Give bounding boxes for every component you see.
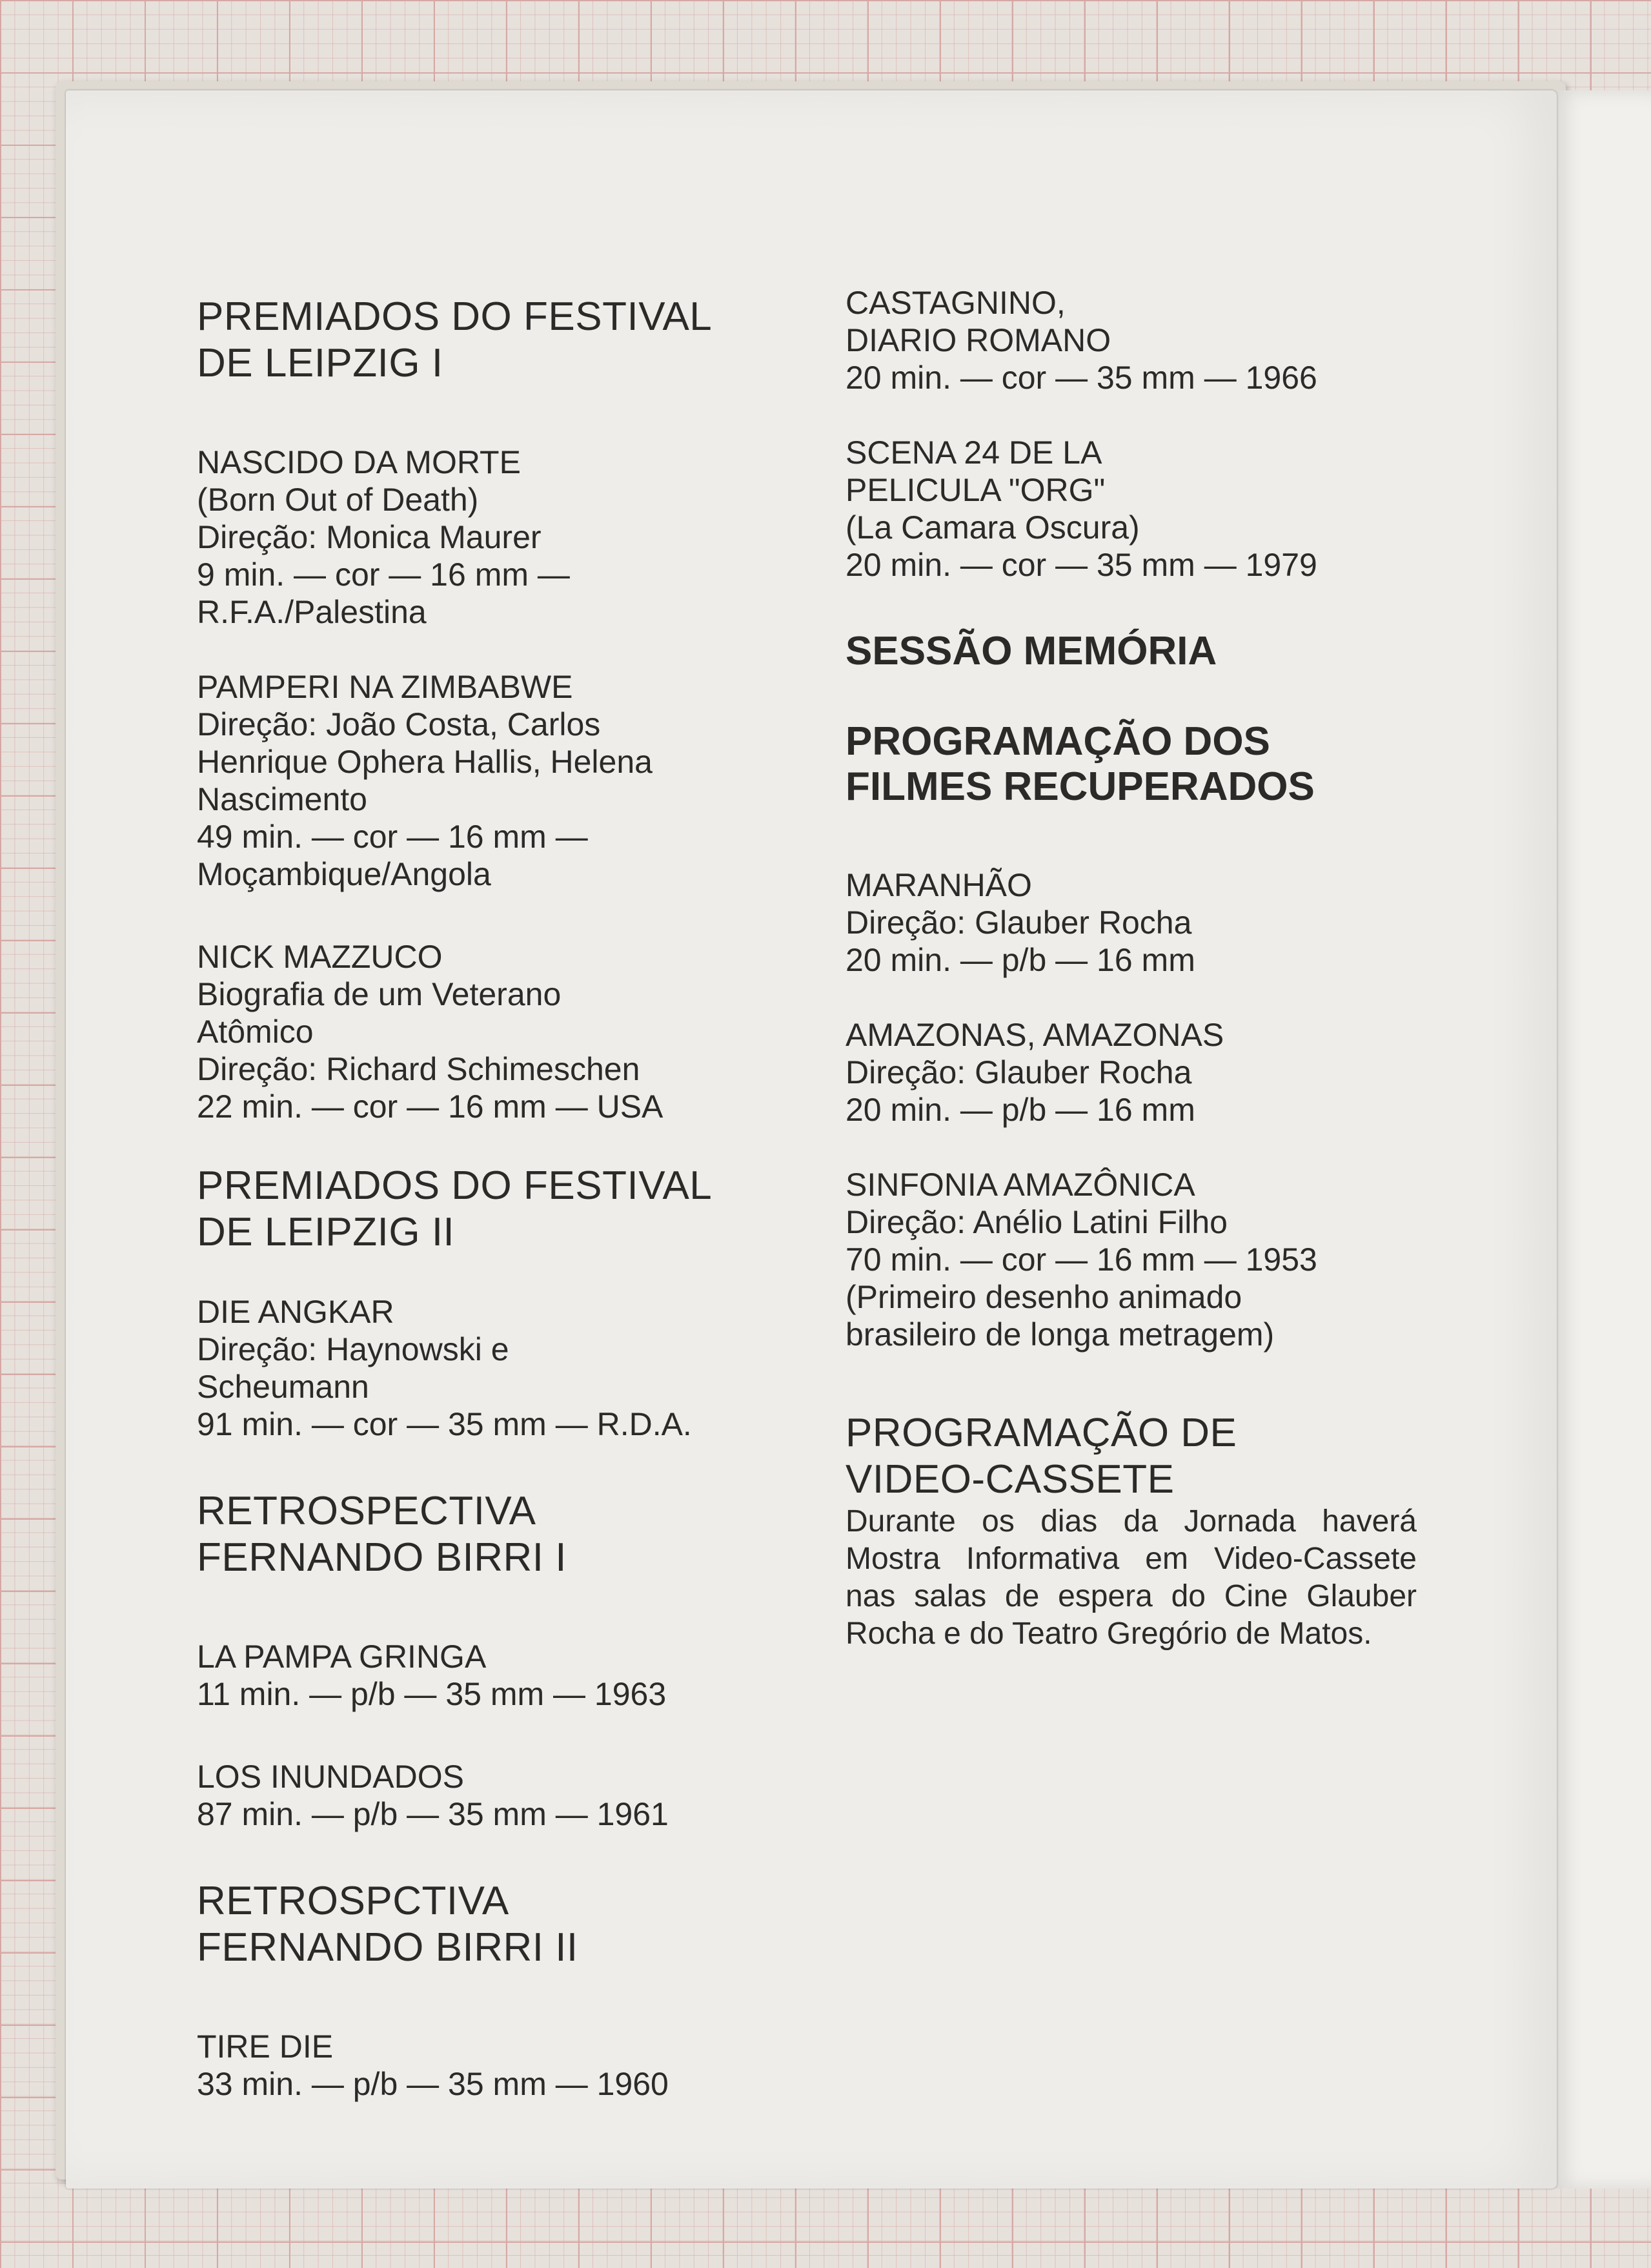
film-entry-scena-24: SCENA 24 DE LA PELICULA "ORG" (La Camara Oscura) 20 min. — cor — 35 mm — 1979 bbox=[846, 434, 1317, 583]
film-entry-die-angkar: DIE ANGKAR Direção: Haynowski e Scheumann 91 min. — cor — 35 mm — R.D.A. bbox=[197, 1294, 692, 1442]
facing-page bbox=[1549, 90, 1651, 2189]
film-entry-los-inundados: LOS INUNDADOS 87 min. — p/b — 35 mm — 1961 bbox=[197, 1759, 669, 1832]
film-entry-nascido-da-morte: NASCIDO DA MORTE (Born Out of Death) Direção: Monica Maurer 9 min. — cor — 16 mm — R.F.A./Palestina bbox=[197, 444, 570, 630]
film-entry-castagnino: CASTAGNINO, DIARIO ROMANO 20 min. — cor — 35 mm — 1966 bbox=[846, 285, 1317, 396]
section-heading-birri-1: RETROSPECTIVA FERNANDO BIRRI I bbox=[197, 1489, 567, 1580]
video-cassete-description: Durante os dias da Jornada haverá Mostra Informativa em Video-Cassete nas salas de espera do Cine Glauber Rocha e do Teatro Gregório de Matos. bbox=[846, 1504, 1417, 1651]
section-heading-sessao-memoria: SESSÃO MEMÓRIA bbox=[846, 629, 1217, 673]
film-entry-sinfonia-amazonica: SINFONIA AMAZÔNICA Direção: Anélio Latini Filho 70 min. — cor — 16 mm — 1953 (Primeiro desenho animado brasileiro de longa metragem) bbox=[846, 1167, 1317, 1353]
section-heading-leipzig-2: PREMIADOS DO FESTIVAL DE LEIPZIG II bbox=[197, 1163, 713, 1254]
section-heading-birri-2: RETROSPCTIVA FERNANDO BIRRI II bbox=[197, 1879, 578, 1970]
left-column bbox=[197, 294, 791, 2103]
film-entry-la-pampa-gringa: LA PAMPA GRINGA 11 min. — p/b — 35 mm — 1963 bbox=[197, 1639, 667, 1712]
section-heading-leipzig-1: PREMIADOS DO FESTIVAL DE LEIPZIG I bbox=[197, 294, 713, 385]
film-entry-amazonas: AMAZONAS, AMAZONAS Direção: Glauber Rocha 20 min. — p/b — 16 mm bbox=[846, 1017, 1224, 1128]
film-entry-pamperi: PAMPERI NA ZIMBABWE Direção: João Costa, Carlos Henrique Ophera Hallis, Helena Nascimento 49 min. — cor — 16 mm — Moçambique/Angola bbox=[197, 669, 653, 892]
section-heading-filmes-recuperados: PROGRAMAÇÃO DOS FILMES RECUPERADOS bbox=[846, 719, 1315, 809]
film-entry-nick-mazzuco: NICK MAZZUCO Biografia de um Veterano Atômico Direção: Richard Schimeschen 22 min. — cor — 16 mm — USA bbox=[197, 939, 663, 1125]
right-column bbox=[846, 284, 1426, 1653]
section-heading-video-cassete: PROGRAMAÇÃO DE VIDEO-CASSETE bbox=[846, 1411, 1237, 1502]
film-entry-tire-die: TIRE DIE 33 min. — p/b — 35 mm — 1960 bbox=[197, 2028, 669, 2102]
film-entry-maranhao: MARANHÃO Direção: Glauber Rocha 20 min. — p/b — 16 mm bbox=[846, 867, 1195, 978]
